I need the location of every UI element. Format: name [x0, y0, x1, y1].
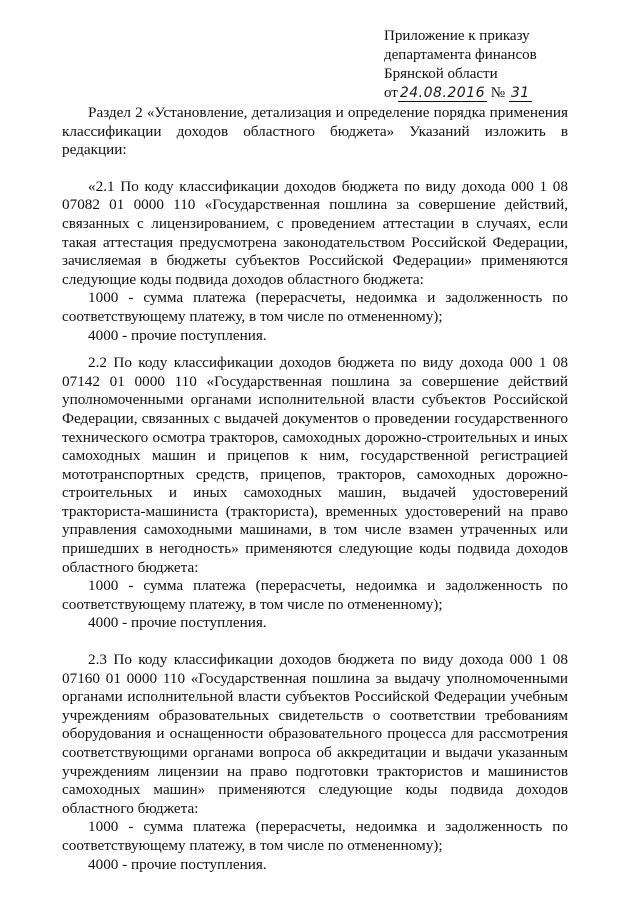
section-2-3-text: 2.3 По коду классификации доходов бюджета по виду дохода 000 1 08 07160 01 0000 110 «Государственная пошлина за выдачу уполномоченными органами исполнительной власти субъектов Российской Федерации учебным учреждениям образовательных свидетельств о соответствии требованиям оборудования и оснащенности образовательного процесса для рассмотрения соответствующими органами вопроса об аккредитации и выдачи указанным учреждениям лицензии на право подготовки трактористов и машинистов самоходных машин» применяются следующие коды подвида доходов областного бюджета: — [62, 651, 568, 817]
section-2-2-code-4000: 4000 - прочие поступления. — [88, 614, 267, 632]
appendix-line-2: департамента финансов — [384, 47, 537, 63]
section-2-2-code-1000: 1000 - сумма платежа (перерасчеты, недоимка и задолженность по соответствующему платежу, в том числе по отмененному); — [62, 577, 568, 613]
section-2-3-code-4000: 4000 - прочие поступления. — [88, 855, 267, 873]
appendix-line-3: Брянской области — [384, 66, 498, 82]
section-2-1-code-4000: 4000 - прочие поступления. — [88, 326, 267, 344]
section-2-2-text: 2.2 По коду классификации доходов бюджета по виду дохода 000 1 08 07142 01 0000 110 «Государственная пошлина за совершение действий уполномоченными органами исполнительной власти субъектов Российской Федерации, связанных с выдачей документов о проведении государственного технического осмотра тракторов, самоходных дорожно-строительных и иных самоходных машин и прицепов к ним, государственной регистрацией мототранспортных средств, прицепов, тракторов, самоходных дорожно-строительных и иных самоходных машин, выдачей удостоверений тракториста-машиниста (тракториста), временных удостоверений на право управления самоходными машинами, в том числе взамен утраченных или пришедших в негодность» применяются следующие коды подвида доходов областного бюджета: — [62, 354, 568, 576]
number-label: № — [490, 85, 506, 101]
section-2-1-text: «2.1 По коду классификации доходов бюджета по виду дохода 000 1 08 07082 01 0000 110 «Государственная пошлина за совершение действий, связанных с лицензированием, с проведением аттестации в случаях, если такая аттестация предусмотрена законодательством Российской Федерации, зачисляемая в бюджеты субъектов Российской Федерации» применяются следующие коды подвида доходов областного бюджета: — [62, 177, 568, 288]
appendix-date-line — [384, 84, 624, 103]
date-prefix: от — [384, 85, 398, 101]
handwritten-number: 31 — [510, 85, 530, 101]
appendix-line-1: Приложение к приказу — [384, 28, 530, 44]
section-2-1-code-1000: 1000 - сумма платежа (перерасчеты, недоимка и задолженность по соответствующему платежу, в том числе по отмененному); — [62, 289, 568, 325]
section-2-3-code-1000: 1000 - сумма платежа (перерасчеты, недоимка и задолженность по соответствующему платежу, в том числе по отмененному); — [62, 818, 568, 854]
document-body — [62, 104, 568, 874]
handwritten-date: 24.08.2016 — [399, 85, 486, 101]
appendix-header — [384, 27, 624, 103]
intro-paragraph: Раздел 2 «Установление, детализация и определение порядка применения классификации доходов областного бюджета» Указаний изложить в редакции: — [62, 104, 568, 159]
